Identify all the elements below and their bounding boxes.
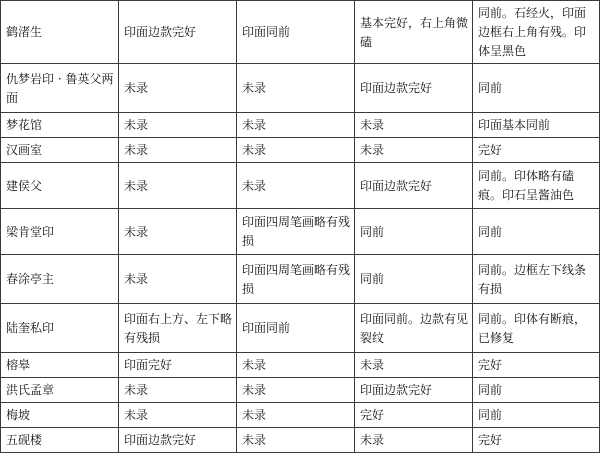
- table-cell: 印面边款完好: [355, 163, 473, 209]
- table-cell: 同前: [473, 64, 600, 113]
- table-header-row: [1, 1, 600, 64]
- table-cell: 完好: [355, 403, 473, 428]
- table-cell: 未录: [119, 113, 237, 138]
- table-cell: 印面同前: [237, 304, 355, 353]
- table-cell: 春涂亭主: [1, 255, 119, 304]
- table-cell: 印面四周笔画略有残损: [237, 209, 355, 255]
- table-cell: 印面四周笔画略有残损: [237, 255, 355, 304]
- table-cell: 五砚楼: [1, 428, 119, 453]
- table-row: [1, 209, 600, 255]
- table-cell: 未录: [237, 378, 355, 403]
- table-row: [1, 304, 600, 353]
- table-cell: 未录: [119, 209, 237, 255]
- table-row: [1, 378, 600, 403]
- table-cell: 同前: [473, 209, 600, 255]
- table-cell: 未录: [119, 64, 237, 113]
- table-cell: 陆奎私印: [1, 304, 119, 353]
- table-cell: 完好: [473, 428, 600, 453]
- table-cell: 未录: [355, 353, 473, 378]
- table-cell: 印面基本同前: [473, 113, 600, 138]
- table-cell: 汉画室: [1, 138, 119, 163]
- table-cell: 基本完好，右上角微磕: [355, 1, 473, 64]
- table-cell: 未录: [237, 64, 355, 113]
- table-cell: 未录: [237, 113, 355, 138]
- table-cell: 印面边款完好: [355, 64, 473, 113]
- table-cell: 同前。印体有断痕，已修复: [473, 304, 600, 353]
- table-cell: 梅坡: [1, 403, 119, 428]
- table-cell: 建侯父: [1, 163, 119, 209]
- table-cell: 未录: [119, 255, 237, 304]
- table-cell: 未录: [355, 428, 473, 453]
- table-row: [1, 428, 600, 453]
- table-cell: 洪氏孟章: [1, 378, 119, 403]
- table-cell: 未录: [119, 163, 237, 209]
- table-cell: 未录: [237, 353, 355, 378]
- table-row: [1, 353, 600, 378]
- table-cell: 完好: [473, 353, 600, 378]
- table-cell: 同前。边框左下线条有损: [473, 255, 600, 304]
- table-cell: 仇梦岩印 · 鲁英父两面: [1, 64, 119, 113]
- table-cell: 榕皋: [1, 353, 119, 378]
- table-cell: 同前: [355, 209, 473, 255]
- table-cell: 鹤渚生: [1, 1, 119, 64]
- table-cell: 印面完好: [119, 353, 237, 378]
- table-cell: 印面同前。边款有见裂纹: [355, 304, 473, 353]
- table-cell: 未录: [119, 378, 237, 403]
- table-cell: 未录: [237, 163, 355, 209]
- table-cell: 同前: [355, 255, 473, 304]
- table-cell: 印面同前: [237, 1, 355, 64]
- table-cell: 同前: [473, 378, 600, 403]
- table-row: [1, 255, 600, 304]
- table-row: [1, 64, 600, 113]
- table-cell: 同前: [473, 403, 600, 428]
- table-cell: 未录: [355, 138, 473, 163]
- table-cell: 未录: [355, 113, 473, 138]
- table-row: [1, 113, 600, 138]
- table-row: [1, 403, 600, 428]
- table-cell: 同前。印体略有磕痕。印石呈酱油色: [473, 163, 600, 209]
- table-cell: 梦花馆: [1, 113, 119, 138]
- table-cell: 未录: [237, 138, 355, 163]
- table-cell: 完好: [473, 138, 600, 163]
- table-cell: 未录: [237, 428, 355, 453]
- table-cell: 未录: [237, 403, 355, 428]
- table-cell: 印面边款完好: [355, 378, 473, 403]
- table-cell: 同前。石经火，印面边框右上角有残。印体呈黑色: [473, 1, 600, 64]
- table-cell: 印面边款完好: [119, 1, 237, 64]
- table-cell: 梁肯堂印: [1, 209, 119, 255]
- table-row: [1, 163, 600, 209]
- table-row: [1, 138, 600, 163]
- table-cell: 未录: [119, 138, 237, 163]
- table-cell: 印面右上方、左下略有残损: [119, 304, 237, 353]
- table-cell: 未录: [119, 403, 237, 428]
- table-cell: 印面边款完好: [119, 428, 237, 453]
